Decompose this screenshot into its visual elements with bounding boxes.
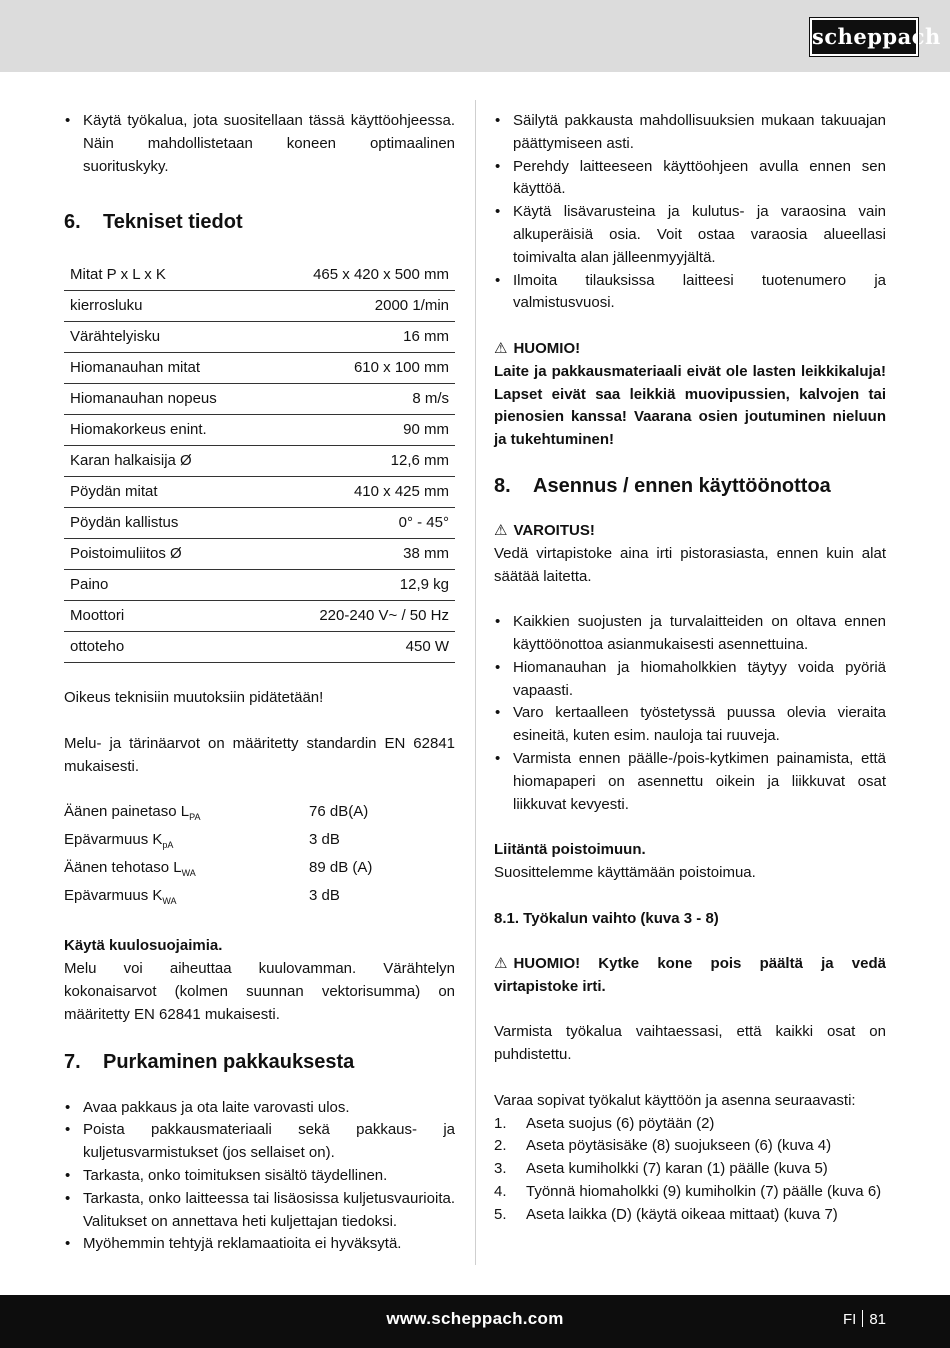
spec-label: Pöydän mitat [64, 477, 266, 508]
spec-value: 465 x 420 x 500 mm [266, 260, 455, 291]
list-item: • Tarkasta, onko toimituksen sisältö täydellinen. [64, 1165, 455, 1188]
spec-value: 2000 1/min [266, 291, 455, 322]
rights-note: Oikeus teknisiin muutoksiin pidätetään! [64, 689, 324, 707]
list-item: • Varmista ennen päälle-/pois-kytkimen painamista, että hiomapaperi on asennettu oikein ja liikkuvat osat liikkuvat kevyesti. [494, 748, 886, 816]
storage-list [494, 110, 886, 315]
list-item: 4. Työnnä hiomaholkki (9) kumiholkin (7) päälle (kuva 6) [494, 1183, 882, 1201]
spec-value: 12,9 kg [266, 570, 455, 601]
spec-row [64, 539, 455, 570]
section-8-heading: 8. Asennus / ennen käyttöönottoa [494, 474, 831, 497]
huomio-title: ⚠ HUOMIO! [494, 338, 886, 361]
list-item: • Käytä lisävarusteina ja kulutus- ja varaosina vain alkuperäisiä osia. Voit ostaa varaosia alueellasi toimivalta alan jälleenmyyjältä. [494, 201, 886, 269]
section-6-heading: 6. Tekniset tiedot [64, 211, 243, 234]
list-item: • Ilmoita tilauksissa laitteesi tuotenumero ja valmistusvuosi. [494, 270, 886, 316]
list-item: 2. Aseta pöytäsisäke (8) suojukseen (6) (kuva 4) [494, 1137, 832, 1155]
spec-row [64, 415, 455, 446]
list-item: • Varo kertaalleen työstetyssä puussa olevia vieraita esineitä, kuten esim. nauloja tai ruuveja. [494, 702, 886, 748]
spec-row [64, 632, 455, 663]
spec-row [64, 601, 455, 632]
spec-row [64, 353, 455, 384]
brand-logo: scheppach [810, 18, 918, 56]
list-item: • Avaa pakkaus ja ota laite varovasti ulos. [64, 1097, 455, 1120]
varoitus-text: Vedä virtapistoke aina irti pistorasiasta, ennen kuin alat säätää laitetta. [494, 544, 886, 585]
page-number: FI 81 [842, 1311, 886, 1328]
list-item: • Poista pakkausmateriaali sekä pakkaus- ja kuljetusvarmistukset (jos sellaiset on). [64, 1119, 455, 1165]
list-item: • Hiomanauhan ja hiomaholkkien täytyy voida pyöriä vapaasti. [494, 657, 886, 703]
varoitus-title: ⚠ VAROITUS! [494, 520, 886, 543]
check-text: Varmista työkalua vaihtaessasi, että kaikki osat on puhdistettu. [494, 1023, 886, 1064]
spec-label: Moottori [64, 601, 266, 632]
warning-icon: ⚠ [494, 955, 508, 973]
list-item: • Säilytä pakkausta mahdollisuuksien mukaan takuuajan päättymiseen asti. [494, 110, 886, 156]
list-item: • Kaikkien suojusten ja turvalaitteiden on oltava ennen käyttöönottoa asianmukaisesti asennettuina. [494, 611, 886, 657]
spec-value: 12,6 mm [266, 446, 455, 477]
noise-label: Epävarmuus $K_{WA}$ [64, 886, 177, 906]
spec-label: Karan halkaisija Ø [64, 446, 266, 477]
noise-row [64, 829, 372, 857]
spec-row [64, 322, 455, 353]
spec-label: Mitat P x L x K [64, 260, 266, 291]
noise-row [64, 857, 372, 885]
warning-icon: ⚠ [494, 339, 508, 357]
left-column [64, 110, 455, 1256]
footer-bar [0, 1295, 950, 1348]
noise-intro: Melu- ja tärinäarvot on määritetty standardin EN 62841 mukaisesti. [64, 734, 455, 775]
section-7-heading: 7. Purkaminen pakkauksesta [64, 1050, 355, 1073]
spec-label: ottoteho [64, 632, 266, 663]
list-item: 1. Aseta suojus (6) pöytään (2) [494, 1114, 715, 1132]
list-item: 5. Aseta laikka (D) (käytä oikeaa mittaat) (kuva 7) [494, 1205, 838, 1223]
list-item: 3. Aseta kumiholkki (7) karan (1) päälle (kuva 5) [494, 1160, 828, 1178]
tech-specs-table [64, 260, 455, 663]
noise-row [64, 801, 372, 829]
huomio-2: ⚠ HUOMIO! Kytke kone pois päältä ja vedä virtapistoke irti. [494, 955, 886, 995]
spec-value: 0° - 45° [266, 508, 455, 539]
spec-value: 38 mm [266, 539, 455, 570]
unpack-list [64, 1097, 455, 1257]
huomio-text: Laite ja pakkausmateriaali eivät ole lasten leikkikaluja! Lapset eivät saa leikkiä muovipussien, kalvojen tai pienosien kanssa! Vaarana osien joutuminen nieluun ja tukehtuminen! [494, 362, 886, 449]
noise-value: 3 dB [309, 831, 340, 849]
spec-row [64, 508, 455, 539]
noise-label: Epävarmuus $K_{pA}$ [64, 831, 174, 851]
spec-label: Paino [64, 570, 266, 601]
spec-value: 16 mm [266, 322, 455, 353]
noise-label: Äänen tehotaso $L_{WA}$ [64, 858, 196, 878]
spec-row [64, 384, 455, 415]
noise-label: Äänen painetaso $L_{PA}$ [64, 803, 201, 823]
spec-label: kierrosluku [64, 291, 266, 322]
noise-row [64, 885, 372, 913]
setup-list [494, 611, 886, 816]
hearing-protection-title: Käytä kuulosuojaimia. [64, 937, 223, 955]
extraction-text: Suosittelemme käyttämään poistoimua. [494, 863, 756, 881]
list-item: • Tarkasta, onko laitteessa tai lisäosissa kuljetusvaurioita. Valitukset on annettava heti kuljettajan tiedoksi. [64, 1188, 455, 1234]
spec-label: Hiomanauhan nopeus [64, 384, 266, 415]
spec-value: 8 m/s [266, 384, 455, 415]
header-bar [0, 0, 950, 72]
noise-value: 3 dB [309, 886, 340, 904]
spec-row [64, 291, 455, 322]
list-item: • Myöhemmin tehtyjä reklamaatioita ei hyväksytä. [64, 1233, 455, 1256]
right-column [494, 110, 886, 1227]
spec-value: 90 mm [266, 415, 455, 446]
spec-row [64, 260, 455, 291]
tools-intro: Varaa sopivat työkalut käyttöön ja asenna seuraavasti: [494, 1091, 856, 1109]
spec-value: 450 W [266, 632, 455, 663]
spec-value: 410 x 425 mm [266, 477, 455, 508]
intro-list [64, 110, 455, 178]
spec-row [64, 477, 455, 508]
spec-row [64, 570, 455, 601]
spec-label: Hiomakorkeus enint. [64, 415, 266, 446]
hearing-protection-text: Melu voi aiheuttaa kuulovamman. Värähtelyn kokonaisarvot (kolmen suunnan vektorisumma) on määritetty EN 62841 mukaisesti. [64, 960, 455, 1023]
spec-label: Poistoimuliitos Ø [64, 539, 266, 570]
spec-label: Hiomanauhan mitat [64, 353, 266, 384]
website-link[interactable]: www.scheppach.com [386, 1309, 564, 1328]
spec-value: 610 x 100 mm [266, 353, 455, 384]
noise-value: 76 dB(A) [309, 803, 369, 821]
spec-label: Värähtelyisku [64, 322, 266, 353]
list-item: • Käytä työkalua, jota suositellaan tässä käyttöohjeessa. Näin mahdollistetaan koneen optimaalinen suorituskyky. [64, 110, 455, 178]
spec-value: 220-240 V~ / 50 Hz [266, 601, 455, 632]
steps-list [494, 1113, 886, 1227]
spec-label: Pöydän kallistus [64, 508, 266, 539]
spec-row [64, 446, 455, 477]
noise-table [64, 801, 372, 912]
subsection-8-1-heading: 8.1. Työkalun vaihto (kuva 3 - 8) [494, 909, 719, 927]
warning-icon: ⚠ [494, 521, 508, 539]
noise-value: 89 dB (A) [309, 858, 373, 876]
extraction-title: Liitäntä poistoimuun. [494, 841, 646, 859]
list-item: • Perehdy laitteeseen käyttöohjeen avulla ennen sen käyttöä. [494, 156, 886, 202]
column-divider [475, 100, 476, 1265]
